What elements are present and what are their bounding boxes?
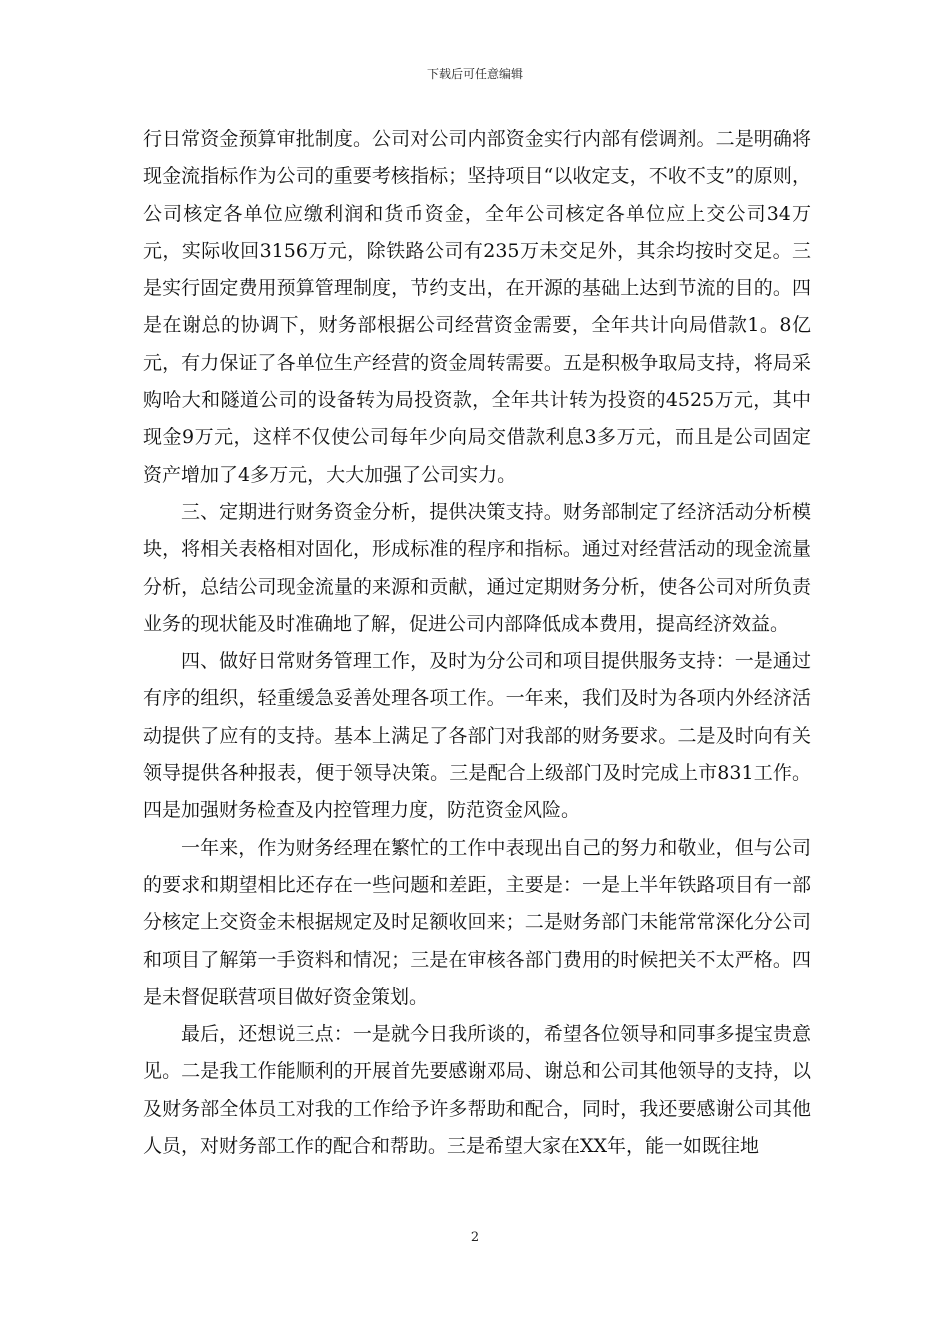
body-paragraph-continued: 行日常资金预算审批制度。公司对公司内部资金实行内部有偿调剂。二是明确将现金流指标作为公司的重要考核指标；坚持项目“以收定支，不收不支”的原则，公司核定各单位应缴利润和货币资金，全年公司核定各单位应上交公司34万元，实际收回3156万元，除铁路公司有235万未交足外，其余均按时交足。三是实行固定费用预算管理制度，节约支出，在开源的基础上达到节流的目的。四是在谢总的协调下，财务部根据公司经营资金需要，全年共计向局借款1。8亿元，有力保证了各单位生产经营的资金周转需要。五是积极争取局支持，将局采购哈大和隧道公司的设备转为局投资款，全年共计转为投资的4525万元，其中现金9万元，这样不仅使公司每年少向局交借款利息3多万元，而且是公司固定资产增加了4多万元，大大加强了公司实力。: [143, 128, 811, 486]
body-paragraph-closing: 最后，还想说三点：一是就今日我所谈的，希望各位领导和同事多提宝贵意见。二是我工作能顺利的开展首先要感谢邓局、谢总和公司其他领导的支持，以及财务部全体员工对我的工作给予许多帮助和配合，同时，我还要感谢公司其他人员，对财务部工作的配合和帮助。三是希望大家在XX年，能一如既往地: [143, 1023, 811, 1158]
document-body: [143, 121, 811, 1165]
body-paragraph-shortcomings: 一年来，作为财务经理在繁忙的工作中表现出自己的努力和敬业，但与公司的要求和期望相比还存在一些问题和差距，主要是：一是上半年铁路项目有一部分核定上交资金未根据规定及时足额收回来；二是财务部门未能常常深化分公司和项目了解第一手资料和情况；三是在审核各部门费用的时候把关不太严格。四是未督促联营项目做好资金策划。: [143, 836, 811, 1008]
body-paragraph-financial-analysis: 三、定期进行财务资金分析，提供决策支持。财务部制定了经济活动分析模块，将相关表格相对固化，形成标准的程序和指标。通过对经营活动的现金流量分析，总结公司现金流量的来源和贡献，通过定期财务分析，使各公司对所负责业务的现状能及时准确地了解，促进公司内部降低成本费用，提高经济效益。: [143, 500, 811, 635]
page-number: 2: [470, 1230, 480, 1245]
page-header: 下载后可任意编辑: [426, 67, 523, 81]
body-paragraph-daily-management: 四、做好日常财务管理工作，及时为分公司和项目提供服务支持：一是通过有序的组织，轻重缓急妥善处理各项工作。一年来，我们及时为各项内外经济活动提供了应有的支持。基本上满足了各部门对我部的财务要求。二是及时向有关领导提供各种报表，便于领导决策。三是配合上级部门及时完成上市831工作。四是加强财务检查及内控管理力度，防范资金风险。: [143, 650, 811, 822]
